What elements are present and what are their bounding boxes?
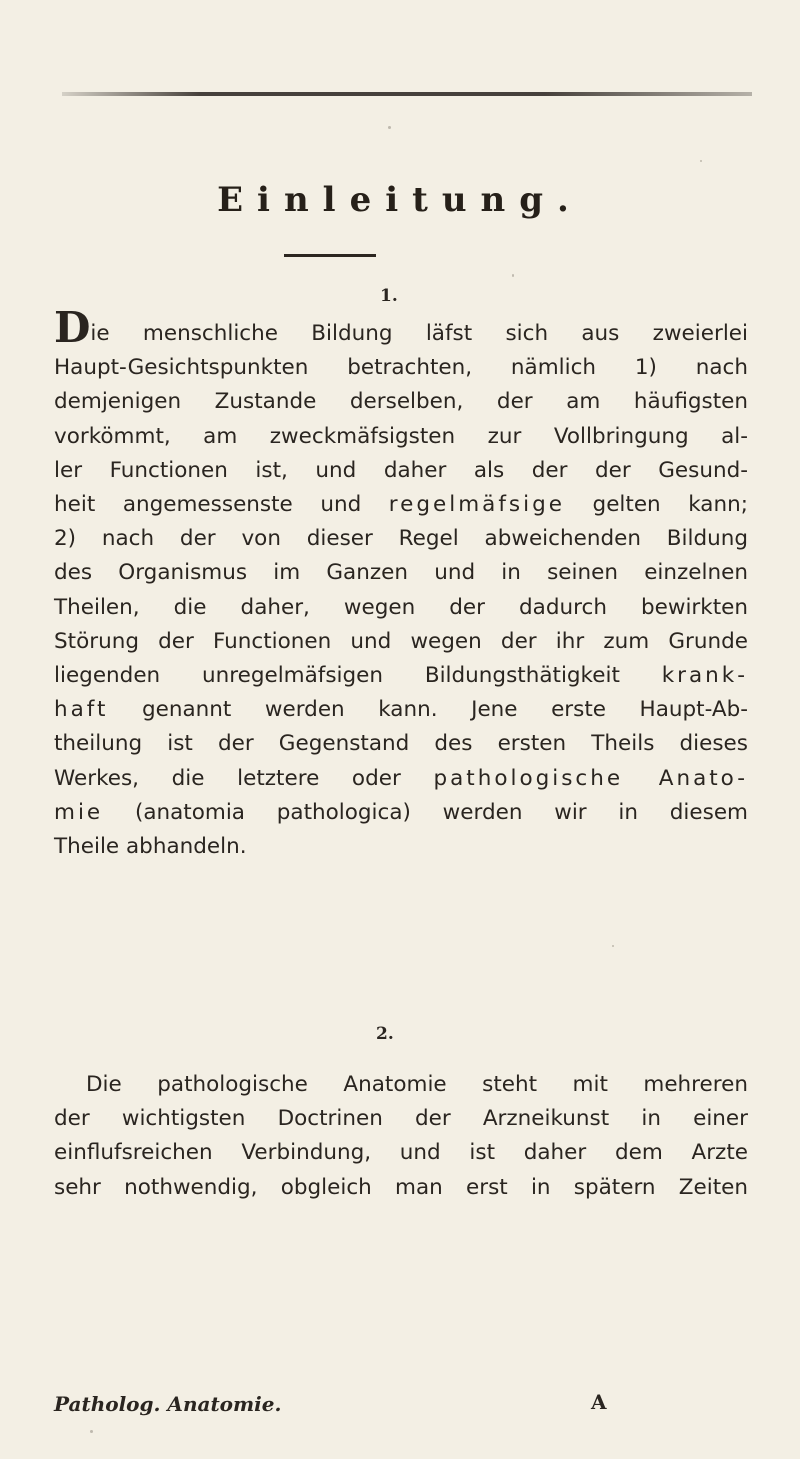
text-line: Theile abhandeln. bbox=[54, 834, 247, 860]
section-number-2: 2. bbox=[376, 1024, 394, 1044]
text-line: einflufsreichen Verbindung, und ist daher dem Arzte bbox=[54, 1140, 748, 1166]
text-line: sehr nothwendig, obgleich man erst in spätern Zeiten bbox=[54, 1174, 748, 1200]
text-line: ler Functionen ist, und daher als der der Gesund- bbox=[54, 457, 748, 483]
text-line: 2) nach der von dieser Regel abweichenden Bildung bbox=[54, 526, 748, 552]
emphasis-regelmaessige: regelmäfsige bbox=[388, 492, 565, 518]
emphasis-pathologische-anatomie-1: pathologische Anato- bbox=[433, 765, 748, 791]
text-line: demjenigen Zustande derselben, der am häufigsten bbox=[54, 389, 748, 415]
page-title: Einleitung. bbox=[217, 180, 583, 220]
text-line: Die pathologische Anatomie steht mit mehreren bbox=[86, 1072, 748, 1097]
text-line: Werkes, die letztere oder pathologische Anato- bbox=[54, 765, 748, 791]
section-2-paragraph bbox=[54, 1068, 748, 1205]
text-line: der wichtigsten Doctrinen der Arzneikunst in einer bbox=[54, 1106, 748, 1132]
paper-speck bbox=[512, 274, 514, 277]
paper-speck bbox=[700, 160, 702, 162]
title-underline bbox=[284, 254, 376, 257]
top-rule bbox=[62, 92, 752, 96]
text-line: Störung der Functionen und wegen der ihr zum Grunde bbox=[54, 628, 748, 654]
paper-speck bbox=[612, 945, 614, 947]
text-line: Haupt-Gesichtspunkten betrachten, nämlich 1) nach bbox=[54, 355, 748, 381]
section-number-1: 1. bbox=[380, 286, 398, 306]
text-line: theilung ist der Gegenstand des ersten Theils dieses bbox=[54, 731, 748, 757]
text-line: mie (anatomia pathologica) werden wir in diesem bbox=[54, 799, 748, 825]
paper-speck bbox=[90, 1430, 93, 1433]
text-line: Theilen, die daher, wegen der dadurch bewirkten bbox=[54, 594, 748, 620]
running-title: Patholog. Anatomie. bbox=[54, 1392, 282, 1416]
paper-speck bbox=[388, 126, 391, 129]
emphasis-krankhaft-2: haft bbox=[54, 697, 109, 723]
text-line: heit angemessenste und regelmäfsige gelten kann; bbox=[54, 492, 748, 518]
emphasis-krankhaft-1: krank- bbox=[661, 663, 749, 689]
section-1-paragraph bbox=[54, 303, 749, 864]
signature-mark: A bbox=[591, 1390, 607, 1414]
text-line: haft genannt werden kann. Jene erste Haupt-Ab- bbox=[54, 697, 749, 723]
text-line: vorkömmt, am zweckmäfsigsten zur Vollbringung al- bbox=[54, 423, 748, 449]
emphasis-pathologische-anatomie-2: mie bbox=[54, 799, 104, 825]
drop-cap: D bbox=[54, 303, 91, 352]
text-line: liegenden unregelmäfsigen Bildungsthätigkeit krank- bbox=[54, 663, 749, 689]
text-line: Die menschliche Bildung läfst sich aus zweierlei bbox=[54, 303, 748, 352]
text-line: des Organismus im Ganzen und in seinen einzelnen bbox=[54, 560, 748, 586]
